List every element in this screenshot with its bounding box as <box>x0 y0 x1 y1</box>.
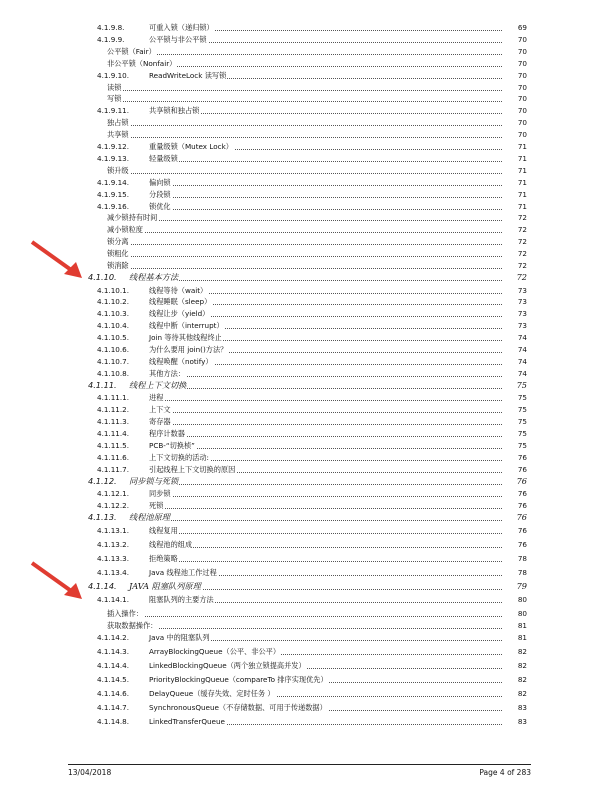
toc-entry-title: 线程池原理 <box>129 512 170 523</box>
footer-page-label: Page 4 of 283 <box>479 768 531 777</box>
toc-leader-dots <box>149 412 516 413</box>
toc-entry-page: 76 <box>502 476 527 487</box>
toc-entry-title: 共享锁和独占锁 <box>149 106 200 116</box>
toc-entry[interactable] <box>0 440 595 451</box>
toc-entry-number: 4.1.9.13. <box>97 153 130 163</box>
toc-entry-page: 71 <box>502 153 527 164</box>
toc-entry[interactable] <box>0 392 595 403</box>
toc-entry-page: 72 <box>502 236 527 247</box>
toc-entry-title: 死锁 <box>149 501 164 511</box>
toc-entry[interactable] <box>0 129 595 140</box>
toc-leader-dots <box>149 547 516 548</box>
toc-entry-number: 4.1.11. <box>88 379 117 390</box>
toc-entry-page: 79 <box>502 581 527 592</box>
toc-entry-title: 减少锁持有时间 <box>107 213 158 223</box>
toc-entry[interactable] <box>0 344 595 355</box>
toc-entry-number: 4.1.14.5. <box>97 675 130 685</box>
toc-entry[interactable] <box>0 404 595 415</box>
toc-entry-title: SynchronousQueue（不存储数据、可用于传递数据） <box>149 703 327 713</box>
toc-entry-title: 寄存器 <box>149 417 171 427</box>
arrow-shaft <box>32 563 74 593</box>
toc-entry-title: 锁消除 <box>107 261 129 270</box>
toc-entry-page: 70 <box>502 117 527 128</box>
footer-divider <box>68 764 531 765</box>
toc-entry[interactable] <box>0 500 595 511</box>
toc-leader-dots <box>107 220 516 221</box>
toc-entry-number: 4.1.10.3. <box>97 309 130 319</box>
toc-entry[interactable] <box>0 476 595 487</box>
toc-entry-number: 4.1.9.9. <box>97 34 125 44</box>
toc-entry-number: 4.1.11.4. <box>97 429 130 439</box>
toc-entry[interactable] <box>0 189 595 200</box>
toc-entry[interactable] <box>0 620 595 631</box>
toc-entry[interactable] <box>0 22 595 33</box>
toc-entry-page: 75 <box>502 416 527 427</box>
toc-entry-page: 72 <box>502 248 527 259</box>
toc-leader-dots <box>149 113 516 114</box>
toc-entry[interactable] <box>0 553 595 564</box>
toc-entry[interactable] <box>0 177 595 188</box>
toc-leader-dots <box>107 256 516 257</box>
toc-entry-page: 71 <box>502 189 527 200</box>
toc-entry-page: 73 <box>502 320 527 331</box>
toc-entry[interactable] <box>0 141 595 152</box>
toc-leader-dots <box>149 448 516 449</box>
toc-entry[interactable] <box>0 464 595 475</box>
toc-entry-page: 76 <box>502 539 527 550</box>
toc-entry[interactable] <box>0 660 595 671</box>
toc-entry[interactable] <box>0 165 595 176</box>
toc-entry-title: 引起线程上下文切换的原因 <box>149 464 236 474</box>
toc-entry-number: 4.1.10.7. <box>97 356 130 366</box>
toc-entry-page: 78 <box>502 553 527 564</box>
toc-entry-page: 70 <box>502 105 527 116</box>
toc-entry-title: 线程让步（yield） <box>149 309 210 319</box>
toc-entry[interactable] <box>0 380 595 391</box>
toc-entry-number: 4.1.14. <box>88 581 117 592</box>
toc-entry-page: 74 <box>502 344 527 355</box>
toc-entry[interactable] <box>0 608 595 619</box>
toc-leader-dots <box>149 496 516 497</box>
toc-entry-title: 锁分离 <box>107 237 129 247</box>
toc-entry-number: 4.1.14.4. <box>97 660 130 670</box>
footer-date: 13/04/2018 <box>68 768 112 777</box>
toc-entry-title: Java 线程池工作过程 <box>149 568 217 578</box>
toc-entry-title: 偏向锁 <box>149 177 171 187</box>
toc-entry-page: 70 <box>502 58 527 69</box>
toc-entry-number: 4.1.13.2. <box>97 539 130 549</box>
toc-entry-number: 4.1.12.1. <box>97 489 130 499</box>
toc-leader-dots <box>149 561 516 562</box>
toc-entry-page: 70 <box>502 70 527 81</box>
toc-entry-title: 锁升级 <box>107 165 129 175</box>
toc-entry-page: 82 <box>502 674 527 685</box>
toc-entry[interactable] <box>0 117 595 128</box>
toc-entry[interactable] <box>0 356 595 367</box>
toc-entry-page: 72 <box>502 272 527 283</box>
toc-entry-page: 75 <box>502 440 527 451</box>
toc-leader-dots <box>107 54 516 55</box>
toc-entry[interactable] <box>0 46 595 57</box>
toc-entry-page: 72 <box>502 212 527 223</box>
toc-entry[interactable] <box>0 688 595 699</box>
toc-entry-number: 4.1.14.1. <box>97 594 130 604</box>
toc-leader-dots <box>129 520 516 521</box>
toc-leader-dots <box>107 244 516 245</box>
toc-entry[interactable] <box>0 428 595 439</box>
toc-entry-page: 74 <box>502 368 527 379</box>
toc-entry-number: 4.1.12. <box>88 475 117 486</box>
toc-leader-dots <box>107 90 516 91</box>
toc-entry-page: 72 <box>502 224 527 235</box>
toc-entry-number: 4.1.13. <box>88 512 117 523</box>
toc-entry-number: 4.1.12.2. <box>97 501 130 511</box>
toc-entry-page: 76 <box>502 488 527 499</box>
toc-entry-number: 4.1.14.8. <box>97 717 130 727</box>
toc-entry-number: 4.1.9.15. <box>97 189 130 199</box>
toc-entry-page: 82 <box>502 660 527 671</box>
toc-entry[interactable] <box>0 201 595 212</box>
toc-entry-title: 拒绝策略 <box>149 554 178 563</box>
toc-entry-title: 阻塞队列的主要方法 <box>149 594 214 604</box>
toc-entry-page: 76 <box>502 464 527 475</box>
toc-entry-page: 74 <box>502 356 527 367</box>
toc-entry-number: 4.1.14.3. <box>97 646 130 656</box>
toc-entry-page: 81 <box>502 632 527 643</box>
toc-entry-number: 4.1.13.1. <box>97 525 130 535</box>
toc-leader-dots <box>107 173 516 174</box>
toc-entry-page: 71 <box>502 141 527 152</box>
toc-entry-number: 4.1.10.1. <box>97 285 130 295</box>
toc-entry-number: 4.1.13.4. <box>97 568 130 578</box>
toc-entry-title: Java 中的阻塞队列 <box>149 632 210 642</box>
toc-leader-dots <box>149 161 516 162</box>
toc-entry[interactable] <box>0 416 595 427</box>
toc-leader-dots <box>149 209 516 210</box>
toc-entry[interactable] <box>0 332 595 343</box>
toc-entry-page: 75 <box>502 428 527 439</box>
toc-entry-number: 4.1.10.5. <box>97 333 130 343</box>
toc-entry[interactable] <box>0 248 595 259</box>
toc-entry[interactable] <box>0 272 595 283</box>
toc-entry[interactable] <box>0 70 595 81</box>
toc-entry-title: 线程上下文切换 <box>129 379 187 390</box>
toc-entry-title: 写锁 <box>107 94 122 104</box>
toc-entry-number: 4.1.11.2. <box>97 405 130 415</box>
toc-entry[interactable] <box>0 702 595 713</box>
toc-entry[interactable] <box>0 567 595 578</box>
arrow-shaft <box>32 242 74 272</box>
toc-entry[interactable] <box>0 320 595 331</box>
toc-entry-title: PriorityBlockingQueue（compareTo 排序实现优先） <box>149 675 328 685</box>
toc-entry-title: 读锁 <box>107 82 122 92</box>
toc-leader-dots <box>107 268 516 269</box>
toc-entry-number: 4.1.14.7. <box>97 703 130 713</box>
toc-leader-dots <box>149 533 516 534</box>
toc-entry-title: 公平锁（Fair） <box>107 46 156 56</box>
toc-entry-number: 4.1.10.8. <box>97 368 130 378</box>
toc-leader-dots <box>107 232 516 233</box>
toc-entry-title: 线程睡眠（sleep） <box>149 297 212 307</box>
toc-entry[interactable] <box>0 93 595 104</box>
toc-entry-number: 4.1.10. <box>88 271 117 282</box>
toc-leader-dots <box>107 616 516 617</box>
toc-entry-title: 线程中断（interrupt） <box>149 321 224 331</box>
toc-entry[interactable] <box>0 452 595 463</box>
toc-entry[interactable] <box>0 308 595 319</box>
toc-entry-title: 同步锁与死锁 <box>129 475 179 486</box>
toc-entry-page: 83 <box>502 716 527 727</box>
toc-leader-dots <box>149 436 516 437</box>
toc-entry-number: 4.1.10.4. <box>97 321 130 331</box>
toc-entry-page: 70 <box>502 34 527 45</box>
toc-entry-title: 线程等待（wait） <box>149 285 208 295</box>
toc-entry-title: 公平锁与非公平锁 <box>149 34 207 44</box>
toc-entry[interactable] <box>0 646 595 657</box>
toc-entry-title: 锁粗化 <box>107 249 129 259</box>
toc-entry-page: 76 <box>502 525 527 536</box>
toc-entry-title: LinkedTransferQueue <box>149 717 225 727</box>
toc-entry-title: DelayQueue（缓存失效、定时任务 ） <box>149 689 275 699</box>
toc-entry-page: 74 <box>502 332 527 343</box>
toc-entry-page: 72 <box>502 260 527 271</box>
toc-entry-number: 4.1.13.3. <box>97 554 130 563</box>
toc-entry-page: 70 <box>502 93 527 104</box>
toc-leader-dots <box>149 185 516 186</box>
toc-entry-number: 4.1.9.11. <box>97 106 130 116</box>
toc-entry-page: 80 <box>502 608 527 619</box>
toc-entry-title: 为什么要用 join()方法？ <box>149 345 228 355</box>
toc-entry[interactable] <box>0 153 595 164</box>
toc-entry-page: 73 <box>502 296 527 307</box>
toc-entry[interactable] <box>0 105 595 116</box>
toc-entry[interactable] <box>0 368 595 379</box>
toc-leader-dots <box>129 484 516 485</box>
toc-entry-number: 4.1.11.7. <box>97 464 130 474</box>
toc-entry-page: 70 <box>502 129 527 140</box>
toc-entry-page: 78 <box>502 567 527 578</box>
toc-entry-page: 76 <box>502 452 527 463</box>
toc-entry-number: 4.1.11.3. <box>97 417 130 427</box>
toc-entry-page: 71 <box>502 165 527 176</box>
toc-entry[interactable] <box>0 236 595 247</box>
toc-entry-title: ReadWriteLock 读写锁 <box>149 70 227 80</box>
toc-entry-page: 83 <box>502 702 527 713</box>
toc-entry[interactable] <box>0 594 595 605</box>
toc-leader-dots <box>149 508 516 509</box>
toc-leader-dots <box>149 400 516 401</box>
toc-entry-number: 4.1.9.12. <box>97 142 130 151</box>
toc-entry-page: 73 <box>502 308 527 319</box>
toc-entry-page: 80 <box>502 594 527 605</box>
toc-entry[interactable] <box>0 260 595 271</box>
toc-entry[interactable] <box>0 539 595 550</box>
toc-entry-title: 共享锁 <box>107 130 129 140</box>
toc-entry-number: 4.1.11.6. <box>97 452 130 462</box>
toc-leader-dots <box>129 280 516 281</box>
toc-entry-page: 70 <box>502 82 527 93</box>
toc-entry-page: 75 <box>502 380 527 391</box>
toc-entry-title: 线程基本方法 <box>129 271 179 282</box>
toc-entry-title: 进程 <box>149 393 164 403</box>
toc-entry-title: ArrayBlockingQueue（公平、非公平） <box>149 646 281 656</box>
toc-entry[interactable] <box>0 525 595 536</box>
toc-entry-page: 81 <box>502 620 527 631</box>
toc-entry-page: 75 <box>502 392 527 403</box>
toc-entry-title: 锁优化 <box>149 201 171 211</box>
toc-entry-page: 75 <box>502 404 527 415</box>
toc-leader-dots <box>107 101 516 102</box>
toc-entry-title: LinkedBlockingQueue（两个独立锁提高并发） <box>149 660 306 670</box>
toc-entry-page: 71 <box>502 177 527 188</box>
toc-entry[interactable] <box>0 716 595 727</box>
toc-entry-page: 82 <box>502 688 527 699</box>
toc-entry[interactable] <box>0 512 595 523</box>
red-arrow-icon <box>30 240 86 280</box>
toc-entry-title: 线程唤醒（notify） <box>149 356 213 366</box>
toc-entry-number: 4.1.9.10. <box>97 70 130 80</box>
toc-entry-number: 4.1.11.5. <box>97 441 130 450</box>
toc-entry-number: 4.1.9.8. <box>97 23 125 32</box>
red-arrow-icon <box>30 561 86 601</box>
toc-entry-page: 76 <box>502 500 527 511</box>
toc-entry-number: 4.1.14.2. <box>97 632 130 642</box>
toc-entry-title: 非公平锁（Nonfair） <box>107 58 177 68</box>
toc-entry-title: 其他方法： <box>149 368 185 378</box>
toc-entry-title: 减小锁粒度 <box>107 225 143 235</box>
toc-entry-title: 上下文切换的活动: <box>149 452 209 462</box>
toc-entry[interactable] <box>0 488 595 499</box>
toc-leader-dots <box>149 424 516 425</box>
toc-entry-title: 获取数据操作： <box>107 620 158 630</box>
toc-entry[interactable] <box>0 581 595 592</box>
toc-entry-page: 71 <box>502 201 527 212</box>
toc-entry[interactable] <box>0 224 595 235</box>
toc-entry[interactable] <box>0 212 595 223</box>
toc-entry[interactable] <box>0 674 595 685</box>
toc-entry-title: 插入操作： <box>107 608 143 618</box>
toc-entry-title: 程序计数器 <box>149 429 185 439</box>
toc-entry-number: 4.1.9.14. <box>97 177 130 187</box>
toc-entry-title: 轻量级锁 <box>149 153 178 163</box>
toc-entry-number: 4.1.9.16. <box>97 201 130 211</box>
toc-entry-page: 69 <box>502 22 527 33</box>
toc-entry[interactable] <box>0 82 595 93</box>
toc-entry[interactable] <box>0 58 595 69</box>
toc-leader-dots <box>107 137 516 138</box>
toc-entry[interactable] <box>0 632 595 643</box>
toc-entry-page: 76 <box>502 512 527 523</box>
toc-entry-title: 线程池的组成 <box>149 539 193 549</box>
toc-leader-dots <box>149 376 516 377</box>
toc-entry-title: 上下文 <box>149 405 171 415</box>
toc-entry-number: 4.1.11.1. <box>97 393 130 403</box>
toc-entry-title: 重量级锁（Mutex Lock） <box>149 142 233 151</box>
toc-leader-dots <box>107 628 516 629</box>
toc-entry-title: JAVA 阻塞队列原理 <box>129 581 201 592</box>
toc-leader-dots <box>149 197 516 198</box>
toc-entry-title: 可重入锁（递归锁） <box>149 23 214 32</box>
toc-entry-number: 4.1.10.2. <box>97 297 130 307</box>
toc-entry-number: 4.1.14.6. <box>97 689 130 699</box>
toc-leader-dots <box>107 125 516 126</box>
toc-entry-number: 4.1.10.6. <box>97 345 130 355</box>
toc-entry-page: 73 <box>502 285 527 296</box>
toc-entry-title: 同步锁 <box>149 489 171 499</box>
toc-entry-title: PCB-“切换桢” <box>149 441 195 450</box>
toc-entry[interactable] <box>0 285 595 296</box>
toc-entry-title: 独占锁 <box>107 118 129 128</box>
toc-entry[interactable] <box>0 296 595 307</box>
toc-entry-title: Join 等待其他线程终止 <box>149 333 222 343</box>
toc-entry-title: 线程复用 <box>149 525 178 535</box>
toc-entry[interactable] <box>0 34 595 45</box>
toc-entry-title: 分段锁 <box>149 189 171 199</box>
toc-entry-page: 70 <box>502 46 527 57</box>
toc-entry-page: 82 <box>502 646 527 657</box>
